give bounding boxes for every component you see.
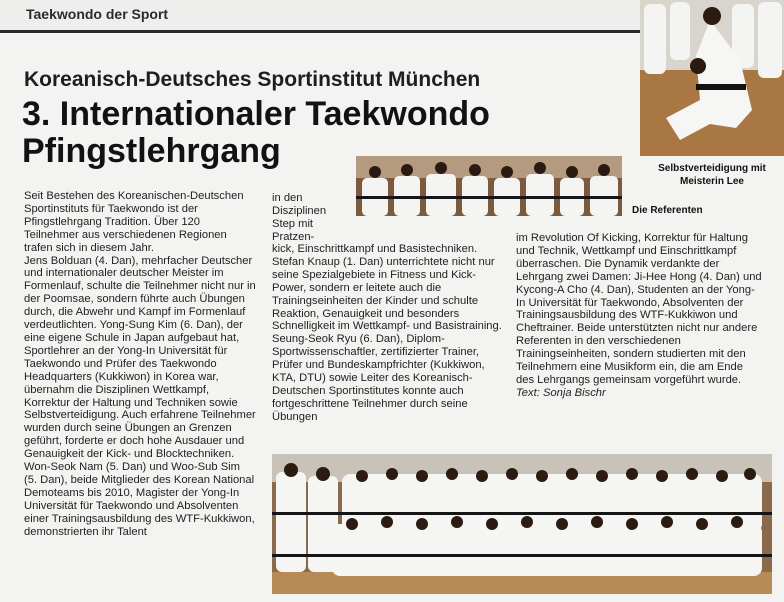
header-band: [0, 0, 640, 30]
text-column-3: [516, 232, 762, 400]
header-rule: [0, 30, 640, 33]
self-defense-caption: Selbstverteidigung mit Meisterin Lee: [658, 163, 766, 187]
self-defense-photo: [640, 0, 784, 156]
paragraph: kick, Einschrittkampf und Basistechniken. Stefan Knaup (1. Dan) unterrichtete nicht nur seine Spezialgebiete in Fitness und Kick-Power, sondern er leitete auch die Trainingseinheiten der Kinder und schulte Reaktion, Genauigkeit und besonders Schnelligkeit im Wettkampf- und Basistraining.: [272, 243, 502, 333]
paragraph: Seung-Seok Ryu (6. Dan), Diplom-Sportwissenschaftler, zertifizierter Trainer, Prüfer und Bundeskampfrichter (Kukkiwon, KTA, DTU) sowie Leiter des Koreanisch-Deutschen Sportinstitutes konnte auch fortgeschrittene Teilnehmer durch seine Übungen: [272, 333, 485, 423]
author-credit: Text: Sonja Bischr: [516, 386, 606, 399]
referents-caption: Die Referenten: [632, 205, 703, 216]
text-column-1: [24, 190, 256, 538]
section-label: Taekwondo der Sport: [26, 6, 169, 22]
article-title: 3. Internationaler Taekwondo Pfingstlehrgang: [22, 95, 490, 170]
group-photo: [272, 454, 772, 594]
paragraph: Seit Bestehen des Koreanischen-Deutschen Sportinstituts für Taekwondo ist der Pfingstlehrgang Tradition. Über 120 Teilnehmer aus verschiedenen Regionen trafen sich in diesem Jahr.: [24, 190, 244, 254]
paragraph: Jens Bolduan (4. Dan), mehrfacher Deutscher und internationaler deutscher Meister im Formenlauf, schulte die Teilnehmer nicht nur in der Poomsae, sondern führte auch Übungen durch, die Abwehr und Kampf im Formenlauf verdeutlichten. Yong-Sung Kim (6. Dan), der eine eigene Schule in Japan aufgebaut hat, Sportlehrer an der Yong-In Universität für Taekwondo und Prüfer des Taekwondo Headquarters (Kukkiwon) in Korea war, übernahm die Disziplinen Wettkampf, Korrektur der Haltung und Techniken sowie Selbstverteidigung. Auch erfahrene Teilnehmer wurden durch seine Übungen an Grenzen geführt, forderte er doch hohe Ausdauer und Genauigkeit der Kick- und Blocktechniken.: [24, 254, 256, 461]
text-column-2: [272, 243, 506, 424]
paragraph: Won-Seok Nam (5. Dan) und Woo-Sub Sim (5. Dan), beide Mitglieder des Korean National Demoteams bis 2010, Magister der Yong-In Universität für Taekwondo und Absolventen einer Trainingsausbildung des WTF-Kukkiwon, demonstrierten ihr Talent: [24, 461, 255, 538]
text-column-2-top: in den Disziplinen Step mit Pratzen-: [272, 192, 327, 243]
paragraph: im Revolution Of Kicking, Korrektur für Haltung und Technik, Wettkampf und Einschrittkampf überraschen. Die Dynamik verdankte der Lehrgang zwei Damen: Ji-Hee Hong (4. Dan) und Kycong-A Cho (4. Dan), Studenten an der Yong-In Universität für Taekwondo, Absolventen der Trainingsausbildung des WTF-Kukkiwon und Cheftrainer. Beide unterstützten nicht nur andere Referenten in den verschiedenen Trainingseinheiten, sondern studierten mit den Teilnehmern eine Musikform ein, die am Ende des Lehrgangs gemeinsam vorgeführt wurde.: [516, 232, 762, 386]
article-subtitle: Koreanisch-Deutsches Sportinstitut München: [24, 68, 481, 91]
referents-photo: [356, 156, 622, 216]
